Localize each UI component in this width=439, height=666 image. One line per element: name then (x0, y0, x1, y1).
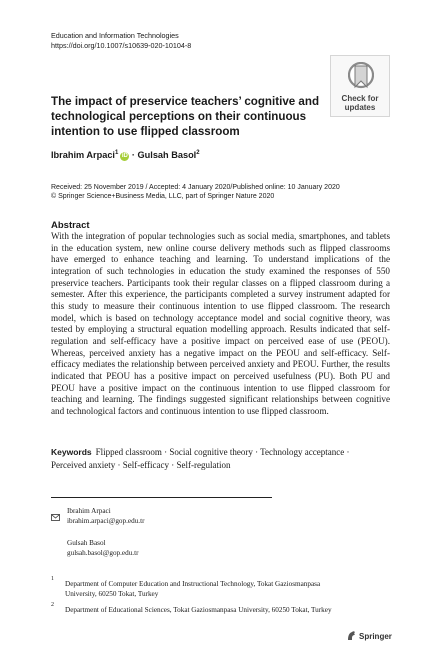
journal-name: Education and Information Technologies (51, 31, 179, 40)
abstract-body: With the integration of popular technologies such as social media, smartphones, and tablets in the education system, new online course delivery methods such as flipped classrooms have emerged to enhance teaching and learning. To understand implications of the integration of such technologies in education the study examined the responses of 550 preservice teachers. Participants took their regular classes on a flipped classroom during a semester. After this experience, the participants completed a survey instrument adapted for this study to measure their continuous intention to use flipped classroom. The research model, which is based on technology acceptance model and social cognitive theory, was tested by employing a structural equation modelling approach. Results indicated that self-regulation and self-efficacy have a positive impact on perceived ease of use (PEOU). Whereas, perceived anxiety has a negative impact on the PEOU and self-efficacy. Self-efficacy mediates the relationship between perceived anxiety and PEOU. Further, the results indicated that PEOU has a positive impact on perceived usefulness (PU). Both PU and PEOU have a positive impact on the continuous intention to use flipped classroom for teaching and learning. The findings suggested significant relationships between cognitive and technological factors and continuous intention to use flipped classroom. (51, 231, 390, 416)
orcid-icon[interactable]: iD (121, 153, 128, 160)
springer-logo[interactable] (346, 630, 392, 641)
corresponding-author-1-name: Ibrahim Arpaci (67, 507, 111, 515)
corresponding-author-1-email[interactable]: ibrahim.arpaci@gop.edu.tr (67, 517, 145, 525)
affiliation-1-line-1: Department of Computer Education and Instructional Technology, Tokat Gaziosmanpasa (65, 580, 321, 588)
author-separator: · (129, 150, 138, 161)
copyright-notice: © Springer Science+Business Media, LLC, part of Springer Nature 2020 (51, 193, 275, 200)
corresponding-author-2-email[interactable]: gulsah.basol@gop.edu.tr (67, 549, 139, 557)
publication-dates: Received: 25 November 2019 / Accepted: 4 January 2020/Published online: 10 January 2020 (51, 184, 340, 191)
author-list (51, 150, 200, 161)
abstract-heading: Abstract (51, 220, 90, 231)
bookmark-icon (348, 62, 374, 92)
affiliation-1-line-2: University, 60250 Tokat, Turkey (65, 590, 159, 598)
keywords-text-1: Flipped classroom · Social cognitive theory · Technology acceptance · (95, 447, 350, 457)
doi-link[interactable]: https://doi.org/10.1007/s10639-020-10104-8 (51, 41, 192, 50)
keywords-label: Keywords (51, 447, 92, 457)
affiliation-2-line-1: Department of Educational Sciences, Tokat Gaziosmanpasa University, 60250 Tokat, Turkey (65, 606, 332, 614)
publisher-name: Springer (359, 632, 392, 641)
author-2-affil: 2 (196, 150, 200, 156)
article-title: The impact of preservice teachers’ cognitive and technological perceptions on their continuous intention to use flipped classroom (51, 95, 320, 138)
envelope-icon (51, 508, 60, 526)
corresponding-author-2-name: Gulsah Basol (67, 539, 106, 547)
badge-line-2: updates (344, 103, 376, 112)
author-1[interactable]: Ibrahim Arpaci (51, 150, 115, 161)
check-for-updates-badge[interactable] (330, 55, 390, 117)
author-2[interactable]: Gulsah Basol (137, 150, 197, 161)
keywords-text-2: Perceived anxiety · Self-efficacy · Self-regulation (51, 460, 231, 470)
footnote-divider (51, 497, 272, 498)
springer-horse-icon (346, 630, 357, 641)
keywords-line-1 (51, 447, 350, 457)
affiliation-2-number: 2 (51, 602, 54, 608)
author-1-affil: 1 (115, 150, 119, 156)
affiliation-1-number: 1 (51, 576, 54, 582)
badge-line-1: Check for (341, 94, 379, 103)
